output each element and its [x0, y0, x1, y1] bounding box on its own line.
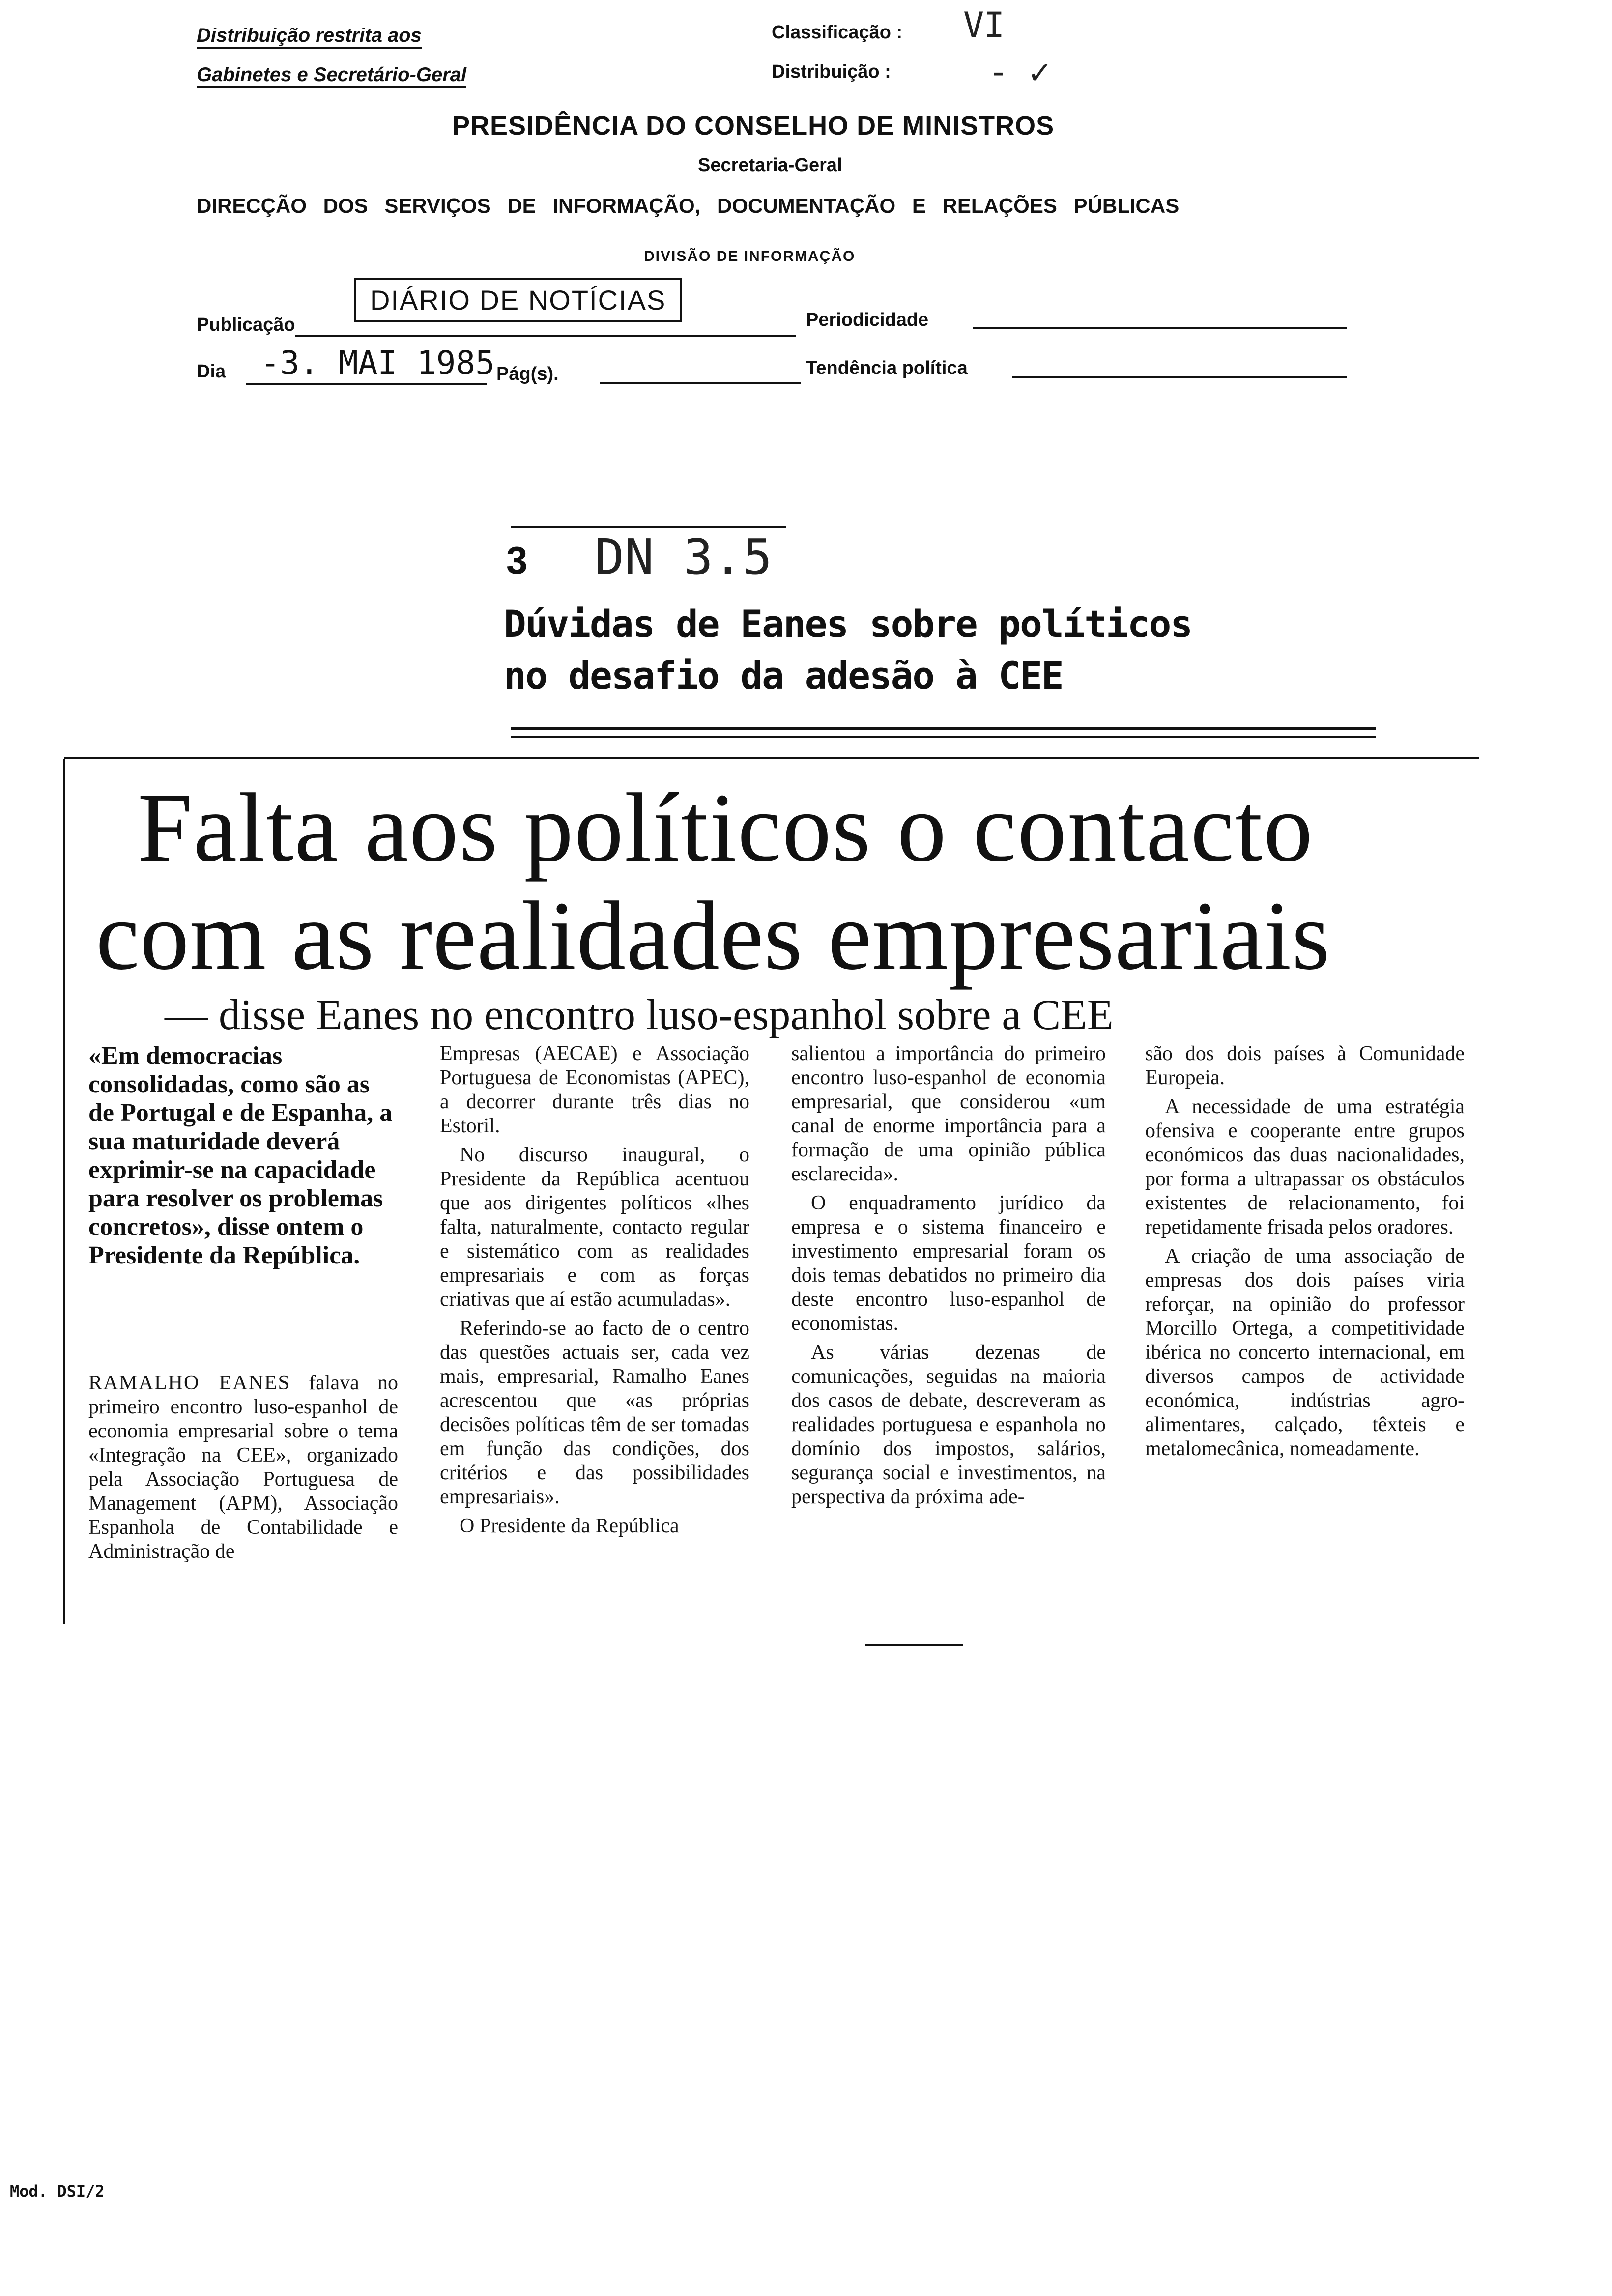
article-lead: «Em democracias consolidadas, como são as de Portugal e de Espanha, a sua maturidade deverá exprimir-se na capacidade para resolver os problemas concretos», disse ontem o Presidente da República.: [88, 1042, 393, 1269]
day-underline: [246, 383, 487, 385]
column-3-paragraph: salientou a importância do primeiro encontro luso-espanhol de economia empresarial, que considerou «um canal de enorme importância para a formação de uma opinião pública esclarecida».: [791, 1042, 1106, 1185]
subheadline: — disse Eanes no encontro luso-espanhol sobre a CEE: [165, 991, 1114, 1039]
division-line: DIVISÃO DE INFORMAÇÃO: [644, 248, 856, 264]
classification-handwritten: VI: [963, 5, 1005, 45]
direction-line: DIRECÇÃO DOS SERVIÇOS DE INFORMAÇÃO, DOCUMENTAÇÃO E RELAÇÕES PÚBLICAS: [197, 194, 1180, 217]
article-column-4: [1145, 1042, 1465, 1466]
distribution-label: Distribuição :: [772, 61, 891, 82]
column-2-paragraph: Referindo-se ao facto de o centro das questões actuais ser, cada vez mais, empresarial, Ramalho Eanes acrescentou que «as próprias decisões políticas têm de ser tomadas em função das condições, dos critérios e das possibilidades empresariais».: [440, 1317, 749, 1508]
column-2-paragraph: Empresas (AECAE) e Associação Portuguesa de Economistas (APEC), a decorrer durante três dias no Estoril.: [440, 1042, 749, 1137]
column-2-paragraph: O Presidente da República: [460, 1515, 679, 1537]
headline-line-1: Falta aos políticos o contacto: [138, 774, 1314, 882]
publication-stamp: DIÁRIO DE NOTÍCIAS: [354, 278, 682, 322]
column-1-text: falava no primeiro encontro luso-espanhol de economia empresarial sobre o tema «Integração na CEE», organizado pela Associação Portuguesa de Management (APM), Associação Espanhola de Contabilidade e Administração de: [88, 1372, 398, 1563]
headline-line-2: com as realidades empresariais: [96, 882, 1331, 990]
day-label: Dia: [197, 361, 226, 382]
note-title-line-1: Dúvidas de Eanes sobre políticos: [504, 602, 1192, 646]
political-tendency-underline: [1012, 376, 1347, 378]
org-title: PRESIDÊNCIA DO CONSELHO DE MINISTROS: [452, 111, 1055, 141]
article-left-rule: [63, 759, 65, 1624]
day-stamp: -3. MAI 1985: [260, 344, 495, 382]
restricted-line-2: Gabinetes e Secretário-Geral: [197, 64, 466, 88]
org-subtitle: Secretaria-Geral: [698, 155, 842, 175]
periodicity-label: Periodicidade: [806, 310, 929, 330]
column-3-paragraph: O enquadramento jurídico da empresa e o sistema financeiro e investimento empresarial foram os dois temas debatidos no primeiro dia deste encontro luso-espanhol de economistas.: [791, 1192, 1106, 1335]
restricted-line-1: Distribuição restrita aos: [197, 25, 422, 49]
article-top-rule: [64, 757, 1479, 759]
column-4-paragraph: são dos dois países à Comunidade Europeia.: [1145, 1042, 1465, 1089]
political-tendency-label: Tendência política: [806, 358, 968, 378]
pages-underline: [600, 382, 801, 384]
column-4-paragraph: A necessidade de uma estratégia ofensiva e cooperante entre grupos económicos das duas nacionalidades, por forma a ultrapassar os obstáculos existentes de relacionamento, foi repetidamente frisada pelos oradores.: [1145, 1095, 1465, 1238]
periodicity-underline: [973, 327, 1347, 329]
note-number: 3: [506, 539, 528, 582]
pages-label: Pág(s).: [496, 364, 559, 384]
model-code: Mod. DSI/2: [10, 2182, 105, 2201]
note-bottom-rule-1: [511, 727, 1376, 730]
column-1-name: RAMALHO EANES: [88, 1372, 290, 1394]
article-column-3: [791, 1042, 1106, 1514]
note-title-line-2: no desafio da adesão à CEE: [504, 654, 1063, 697]
column-4-paragraph: A criação de uma associação de empresas dos dois países viria reforçar, na opinião do professor Morcillo Ortega, a competitividade ibérica no concerto internacional, em diversos campos de actividade económica, indústrias agro-alimentares, calçado, têxteis e metalomecânica, nomeadamente.: [1145, 1245, 1465, 1460]
column-2-paragraph: No discurso inaugural, o Presidente da República acentuou que aos dirigentes políticos «lhes falta, naturalmente, contacto regular e sistemático com as realidades empresariais e com as forças criativas que aí estão acumuladas».: [440, 1144, 749, 1311]
distribution-handwritten: - ✓: [988, 52, 1050, 92]
note-bottom-rule-2: [511, 736, 1376, 738]
note-handwritten-ref: DN 3.5: [595, 528, 773, 586]
article-column-2: [440, 1042, 749, 1543]
column-3-paragraph: As várias dezenas de comunicações, seguidas na maioria dos casos de debate, descreveram as realidades portuguesa e espanhola no domínio dos impostos, salários, segurança social e investimentos, na perspectiva da próxima ade-: [791, 1341, 1106, 1508]
article-bottom-rule: [865, 1644, 963, 1646]
publication-underline: [295, 335, 796, 337]
classification-label: Classificação :: [772, 22, 903, 43]
article-column-1: [88, 1371, 398, 1569]
publication-label: Publicação: [197, 315, 295, 335]
